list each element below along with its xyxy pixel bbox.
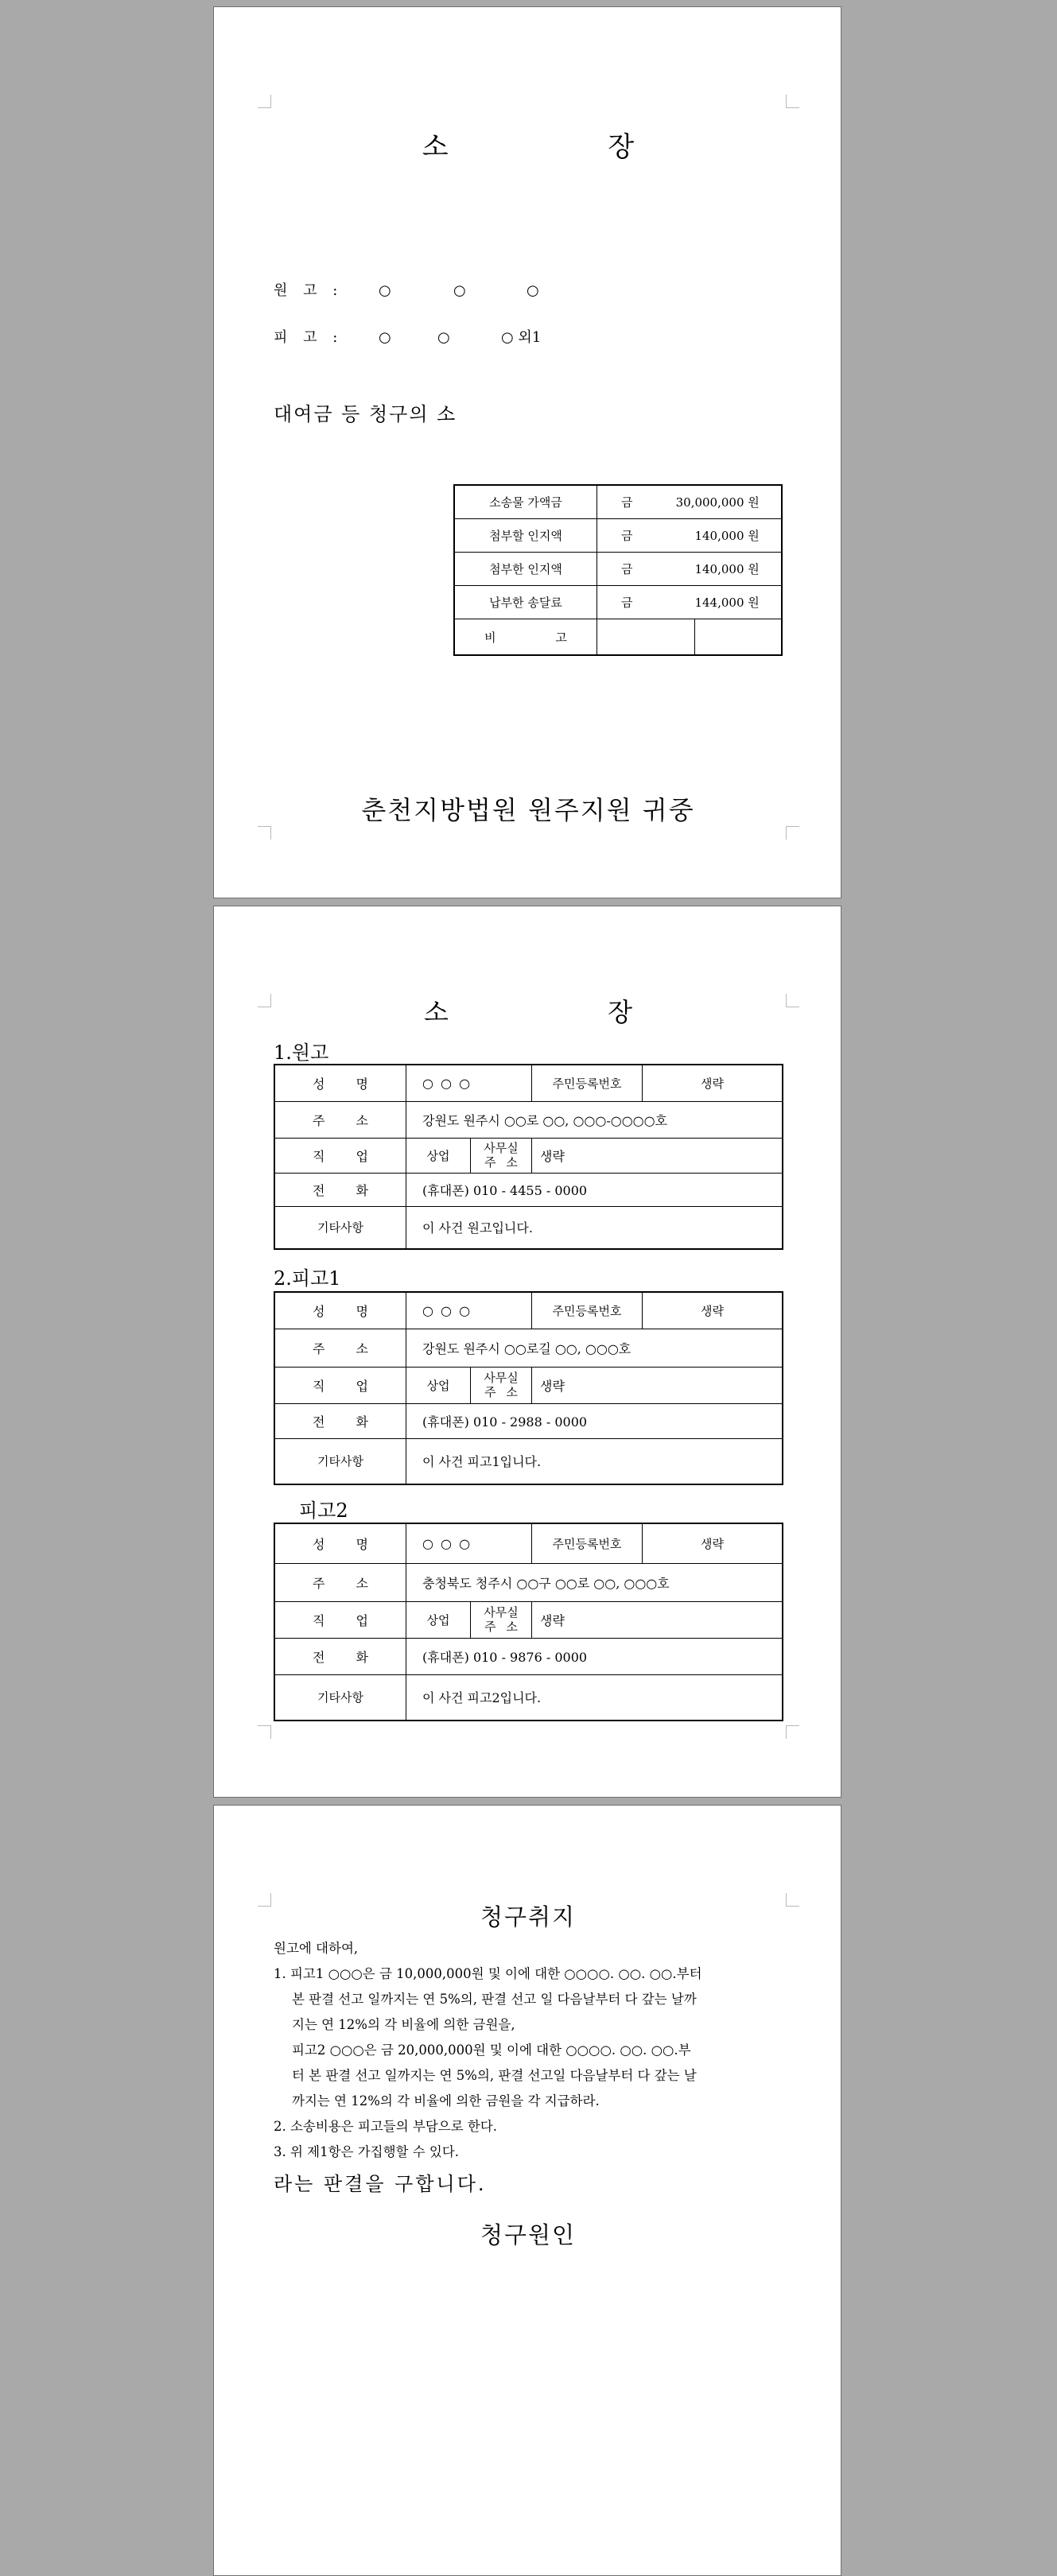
name-label: 성 명	[274, 1292, 406, 1329]
table-row	[274, 1523, 783, 1563]
defendant1-table	[274, 1291, 783, 1485]
fee-amount: 144,000	[694, 596, 744, 610]
phone-label: 전 화	[274, 1638, 406, 1674]
claim-purpose-line: 피고2 ○○○은 금 20,000,000원 및 이에 대한 ○○○○. ○○. ○○.부	[292, 2043, 691, 2058]
document-page-3	[213, 1805, 841, 2576]
margin-mark	[258, 95, 271, 108]
job-value: 상업	[406, 1601, 471, 1638]
phone-value: (휴대폰) 010 - 2988 - 0000	[406, 1403, 783, 1438]
phone-label: 전 화	[274, 1173, 406, 1206]
fee-prefix: 금	[621, 495, 633, 510]
fee-value	[597, 553, 783, 586]
fee-amount: 140,000	[694, 529, 744, 543]
claim-purpose-line: 지는 연 12%의 각 비율에 의한 금원을,	[292, 2017, 515, 2032]
name-value: ○ ○ ○	[406, 1292, 532, 1329]
fee-amount: 140,000	[694, 562, 744, 576]
table-row	[274, 1206, 783, 1249]
fee-unit: 원	[748, 596, 760, 610]
fee-value	[597, 519, 783, 553]
claim-purpose-line: 까지는 연 12%의 각 비율에 의한 금원을 각 지급하라.	[292, 2093, 600, 2109]
office-label-bottom: 주 소	[484, 1385, 518, 1399]
table-row	[274, 1138, 783, 1173]
other-label: 기타사항	[274, 1438, 406, 1484]
other-value: 이 사건 피고2입니다.	[406, 1674, 783, 1721]
address-value: 강원도 원주시 ○○로길 ○○, ○○○호	[406, 1329, 783, 1367]
defendant-name-char: ○	[379, 329, 391, 346]
other-label: 기타사항	[274, 1674, 406, 1721]
plaintiff-label: 원 고 :	[274, 282, 338, 299]
other-value: 이 사건 피고1입니다.	[406, 1438, 783, 1484]
phone-value: (휴대폰) 010 - 4455 - 0000	[406, 1173, 783, 1206]
defendant-name-char: ○	[437, 329, 450, 346]
court-name: 춘천지방법원 원주지원 귀중	[361, 795, 695, 825]
id-number-label: 주민등록번호	[532, 1523, 643, 1563]
address-value: 충청북도 청주시 ○○구 ○○로 ○○, ○○○호	[406, 1563, 783, 1601]
claim-purpose-line: 원고에 대하여,	[274, 1941, 359, 1956]
section-heading-defendant1: 2.피고1	[274, 1267, 341, 1290]
document-page-1	[213, 6, 841, 898]
plaintiff-name-char: ○	[379, 282, 391, 299]
remark-cell	[695, 619, 783, 656]
complaint-title: 소 장	[424, 997, 632, 1027]
address-value: 강원도 원주시 ○○로 ○○, ○○○-○○○○호	[406, 1101, 783, 1138]
fee-unit: 원	[748, 495, 760, 510]
claim-purpose-line: 터 본 판결 선고 일까지는 연 5%의, 판결 선고일 다음날부터 다 갚는 날	[292, 2068, 697, 2083]
name-value: ○ ○ ○	[406, 1523, 532, 1563]
fee-label: 소송물 가액금	[454, 485, 597, 519]
job-label: 직 업	[274, 1601, 406, 1638]
margin-mark	[258, 826, 271, 840]
name-value: ○ ○ ○	[406, 1065, 532, 1101]
office-address-value: 생략	[532, 1367, 783, 1403]
fee-table	[453, 484, 783, 656]
table-row	[274, 1638, 783, 1674]
claim-cause-heading: 청구원인	[480, 2221, 577, 2248]
office-label-bottom: 주 소	[484, 1620, 518, 1634]
claim-purpose-line: 2. 소송비용은 피고들의 부담으로 한다.	[274, 2119, 498, 2134]
id-number-label: 주민등록번호	[532, 1292, 643, 1329]
claim-purpose-heading: 청구취지	[480, 1903, 577, 1930]
claim-purpose-line: 본 판결 선고 일까지는 연 5%의, 판결 선고 일 다음날부터 다 갚는 날까	[292, 1992, 697, 2007]
plaintiff-name-char: ○	[527, 282, 539, 299]
defendant2-table	[274, 1523, 783, 1721]
section-heading-plaintiff: 1.원고	[274, 1042, 329, 1064]
defendant-name-char: ○ 외1	[501, 329, 542, 346]
office-label-top: 사무실	[484, 1371, 519, 1385]
fee-label: 첨부할 인지액	[454, 519, 597, 553]
fee-unit: 원	[748, 562, 760, 576]
office-label-top: 사무실	[484, 1605, 519, 1620]
fee-prefix: 금	[621, 562, 633, 576]
table-row	[274, 1674, 783, 1721]
table-row	[274, 1065, 783, 1101]
office-label-top: 사무실	[484, 1141, 519, 1155]
fee-amount: 30,000,000	[675, 495, 744, 510]
table-row	[454, 586, 782, 619]
remark-label: 비 고	[454, 619, 597, 656]
plaintiff-table	[274, 1064, 783, 1250]
claim-purpose-line: 3. 위 제1항은 가집행할 수 있다.	[274, 2144, 460, 2159]
office-address-value: 생략	[532, 1601, 783, 1638]
fee-value	[597, 586, 783, 619]
defendant-label: 피 고 :	[274, 329, 338, 346]
name-label: 성 명	[274, 1065, 406, 1101]
table-row	[274, 1101, 783, 1138]
office-label-bottom: 주 소	[484, 1155, 518, 1170]
conclusion-sentence: 라는 판결을 구합니다.	[274, 2173, 487, 2195]
table-row	[454, 619, 782, 656]
other-label: 기타사항	[274, 1206, 406, 1249]
remark-cell	[597, 619, 695, 656]
table-row	[454, 485, 782, 519]
id-number-value: 생략	[643, 1065, 783, 1101]
table-row	[274, 1563, 783, 1601]
margin-mark	[258, 1725, 271, 1739]
id-number-value: 생략	[643, 1523, 783, 1563]
table-row	[274, 1329, 783, 1367]
table-row	[274, 1173, 783, 1206]
section-heading-defendant2: 피고2	[299, 1499, 348, 1522]
fee-label: 첨부한 인지액	[454, 553, 597, 586]
margin-mark	[786, 95, 799, 108]
claim-name: 대여금 등 청구의 소	[274, 403, 457, 425]
fee-unit: 원	[748, 529, 760, 543]
margin-mark	[786, 826, 799, 840]
id-number-value: 생략	[643, 1292, 783, 1329]
job-label: 직 업	[274, 1138, 406, 1173]
other-value: 이 사건 원고입니다.	[406, 1206, 783, 1249]
fee-value	[597, 485, 783, 519]
table-row	[454, 519, 782, 553]
phone-label: 전 화	[274, 1403, 406, 1438]
office-address-label	[471, 1367, 532, 1403]
address-label: 주 소	[274, 1101, 406, 1138]
name-label: 성 명	[274, 1523, 406, 1563]
table-row	[274, 1601, 783, 1638]
fee-prefix: 금	[621, 596, 633, 610]
table-row	[274, 1438, 783, 1484]
margin-mark	[786, 1725, 799, 1739]
claim-purpose-line: 1. 피고1 ○○○은 금 10,000,000원 및 이에 대한 ○○○○. ○○. ○○.부터	[274, 1966, 702, 1981]
address-label: 주 소	[274, 1329, 406, 1367]
address-label: 주 소	[274, 1563, 406, 1601]
job-value: 상업	[406, 1138, 471, 1173]
table-row	[274, 1367, 783, 1403]
office-address-label	[471, 1601, 532, 1638]
complaint-title: 소 장	[422, 131, 635, 163]
document-page-2	[213, 906, 841, 1798]
fee-prefix: 금	[621, 529, 633, 543]
table-row	[454, 553, 782, 586]
phone-value: (휴대폰) 010 - 9876 - 0000	[406, 1638, 783, 1674]
table-row	[274, 1403, 783, 1438]
table-row	[274, 1292, 783, 1329]
job-label: 직 업	[274, 1367, 406, 1403]
plaintiff-name-char: ○	[453, 282, 466, 299]
defendant-line	[274, 326, 541, 347]
office-address-label	[471, 1138, 532, 1173]
plaintiff-line	[274, 279, 539, 300]
office-address-value: 생략	[532, 1138, 783, 1173]
job-value: 상업	[406, 1367, 471, 1403]
id-number-label: 주민등록번호	[532, 1065, 643, 1101]
fee-label: 납부한 송달료	[454, 586, 597, 619]
